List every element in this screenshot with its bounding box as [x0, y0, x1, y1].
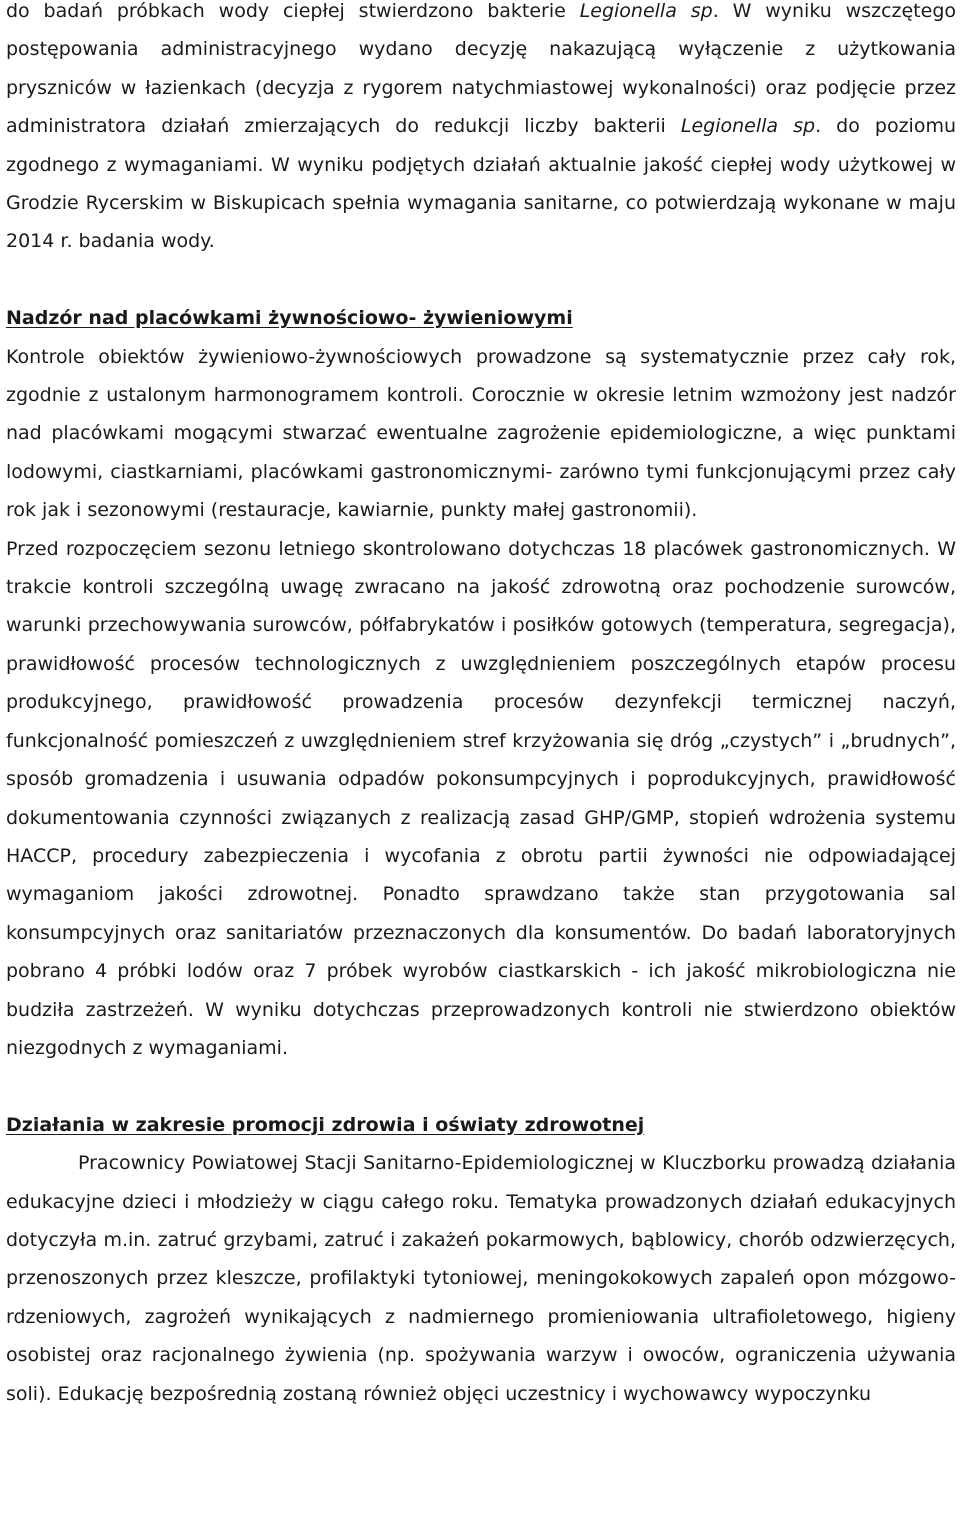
health-paragraph-1: Pracownicy Powiatowej Stacji Sanitarno-Epidemiologicznej w Kluczborku prowadzą działania edukacyjne dzieci i młodzieży w ciągu całego roku. Tematyka prowadzonych działań edukacyjnych dotyczyła m.in. zatruć grzybami, zatruć i zakażeń pokarmowych, bąblowicy, chorób odzwierzęcych, przenoszonych przez kleszcze, profilaktyki tytoniowej, meningokokowych zapaleń opon mózgowo-rdzeniowych, zagrożeń wynikających z nadmiernego promieniowania ultrafioletowego, higieny osobistej oraz racjonalnego żywienia (np. spożywania warzyw i owoców, ograniczenia używania soli). Edukację bezpośrednią zostaną również objęci uczestnicy i wychowawcy wypoczynku	[6, 1152, 956, 1405]
section-spacer	[6, 1067, 956, 1105]
food-paragraph-1: Kontrole obiektów żywieniowo-żywnościowych prowadzone są systematycznie przez cały rok, zgodnie z ustalonym harmonogramem kontroli. Corocznie w okresie letnim wzmożony jest nadzór nad placówkami mogącymi stwarzać ewentualne zagrożenie epidemiologiczne, a więc punktami lodowymi, ciastkarniami, placówkami gastronomicznymi- zarówno tymi funkcjonującymi przez cały rok jak i sezonowymi (restauracje, kawiarnie, punkty małej gastronomii).	[6, 345, 956, 522]
intro-text-1: do badań próbkach wody ciepłej stwierdzono bakterie	[6, 0, 580, 22]
document-page	[6, 0, 956, 1413]
health-promotion-heading: Działania w zakresie promocji zdrowia i oświaty zdrowotnej	[6, 1113, 645, 1136]
intro-text-2: . W wyniku wszczętego postępowania administracyjnego wydano decyzję nakazującą wyłączenie z użytkowania pryszniców w łazienkach (decyzja z rygorem natychmiastowej wykonalności) oraz podjęcie przez administratora działań zmierzających do redukcji liczby bakterii	[6, 0, 957, 138]
food-paragraph-2: Przed rozpoczęciem sezonu letniego skontrolowano dotychczas 18 placówek gastronomicznych. W trakcie kontroli szczególną uwagę zwracano na jakość zdrowotną oraz pochodzenie surowców, warunki przechowywania surowców, półfabrykatów i posiłków gotowych (temperatura, segregacja), prawidłowość procesów technologicznych z uwzględnieniem poszczególnych etapów procesu produkcyjnego, prawidłowość prowadzenia procesów dezynfekcji termicznej naczyń, funkcjonalność pomieszczeń z uwzględnieniem stref krzyżowania się dróg „czystych” i „brudnych”, sposób gromadzenia i usuwania odpadów pokonsumpcyjnych i poprodukcyjnych, prawidłowość dokumentowania czynności związanych z realizacją zasad GHP/GMP, stopień wdrożenia systemu HACCP, procedury zabezpieczenia i wycofania z obrotu partii żywności nie odpowiadającej wymaganiom jakości zdrowotnej. Ponadto sprawdzano także stan przygotowania sal konsumpcyjnych oraz sanitariatów przeznaczonych dla konsumentów. Do badań laboratoryjnych pobrano 4 próbki lodów oraz 7 próbek wyrobów ciastkarskich - ich jakość mikrobiologiczna nie budziła zastrzeżeń. W wyniku dotychczas przeprowadzonych kontroli nie stwierdzono obiektów niezgodnych z wymaganiami.	[6, 537, 956, 1059]
intro-paragraph	[6, 0, 956, 261]
intro-text-3: . do poziomu zgodnego z wymaganiami. W wyniku podjętych działań aktualnie jakość ciepłej wody użytkowej w Grodzie Rycerskim w Biskupicach spełnia wymagania sanitarne, co potwierdzają wykonane w maju 2014 r. badania wody.	[6, 115, 956, 253]
legionella-italic-2: Legionella sp	[680, 115, 816, 138]
legionella-italic-1: Legionella sp	[579, 0, 713, 22]
section-spacer	[6, 261, 956, 299]
food-supervision-heading: Nadzór nad placówkami żywnościowo- żywieniowymi	[6, 307, 573, 330]
